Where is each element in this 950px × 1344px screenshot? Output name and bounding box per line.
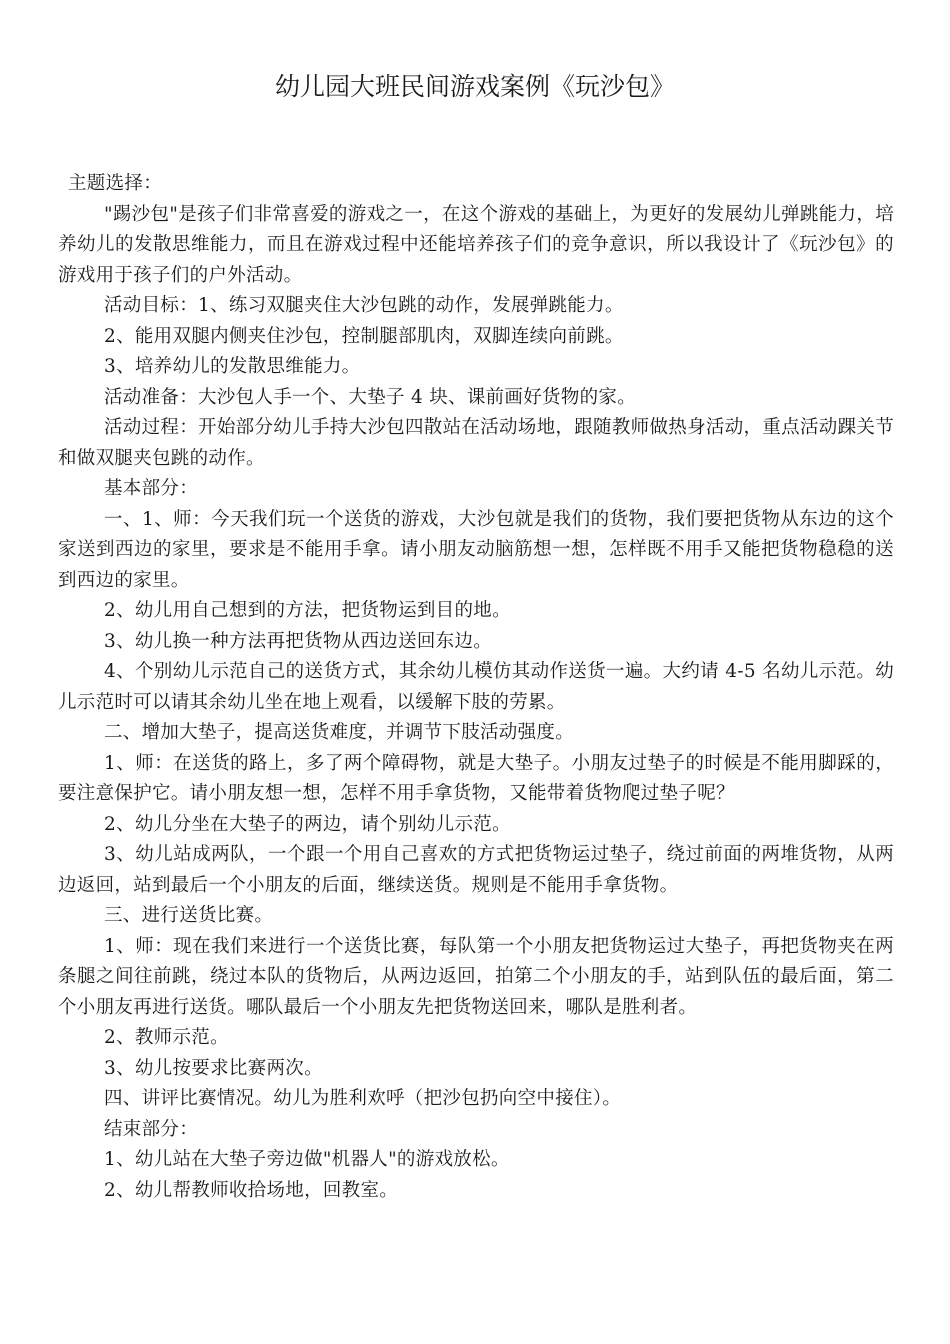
paragraph-ending-step1: 1、幼儿站在大垫子旁边做"机器人"的游戏放松。 <box>104 1149 510 1170</box>
section-heading-ending: 结束部分： <box>104 1118 199 1140</box>
document-title: 幼儿园大班民间游戏案例《玩沙包》 <box>274 72 675 101</box>
paragraph-part2-step1: 1、师：在送货的路上，多了两个障碍物，就是大垫子。小朋友过垫子的时候是不能用脚踩的，要注意保护它。请小朋友想一想，怎样不用手拿货物，又能带着货物爬过垫子呢？ <box>58 752 894 804</box>
paragraph-part1-step1: 一、1、师：今天我们玩一个送货的游戏，大沙包就是我们的货物，我们要把货物从东边的这个家送到西边的家里，要求是不能用手拿。请小朋友动脑筋想一想，怎样既不用手又能把货物稳稳的送到西边的家里。 <box>58 508 894 591</box>
paragraph-part1-step4: 4、个别幼儿示范自己的送货方式，其余幼儿模仿其动作送货一遍。大约请 4-5 名幼儿示范。幼儿示范时可以请其余幼儿坐在地上观看，以缓解下肢的劳累。 <box>58 661 894 713</box>
paragraph-part1-step3: 3、幼儿换一种方法再把货物从西边送回东边。 <box>104 630 493 652</box>
paragraph-part3-step1: 1、师：现在我们来进行一个送货比赛，每队第一个小朋友把货物运过大垫子，再把货物夹在两条腿之间往前跳，绕过本队的货物后，从两边返回，拍第二个小朋友的手，站到队伍的最后面，第二个小朋友再进行送货。哪队最后一个小朋友先把货物送回来，哪队是胜利者。 <box>58 935 894 1018</box>
paragraph-part2-step3: 3、幼儿站成两队，一个跟一个用自己喜欢的方式把货物运过垫子，绕过前面的两堆货物，从两边返回，站到最后一个小朋友的后面，继续送货。规则是不能用手拿货物。 <box>58 844 894 896</box>
paragraph-part4: 四、讲评比赛情况。幼儿为胜利欢呼（把沙包扔向空中接住）。 <box>104 1088 622 1109</box>
paragraph-preparation: 活动准备：大沙包人手一个、大垫子 4 块、课前画好货物的家。 <box>104 386 637 408</box>
document-body <box>58 169 894 1206</box>
paragraph-goal-3: 3、培养幼儿的发散思维能力。 <box>104 356 361 377</box>
paragraph-intro: "踢沙包"是孩子们非常喜爱的游戏之一，在这个游戏的基础上，为更好的发展幼儿弹跳能力，培养幼儿的发散思维能力，而且在游戏过程中还能培养孩子们的竞争意识，所以我设计了《玩沙包》的游戏用于孩子们的户外活动。 <box>58 203 894 286</box>
paragraph-part3-heading: 三、进行送货比赛。 <box>104 905 274 926</box>
paragraph-ending-step2: 2、幼儿帮教师收拾场地，回教室。 <box>104 1179 399 1201</box>
paragraph-goal-1: 活动目标：1、练习双腿夹住大沙包跳的动作，发展弹跳能力。 <box>104 295 624 316</box>
paragraph-part2-heading: 二、增加大垫子，提高送货难度，并调节下肢活动强度。 <box>104 722 575 743</box>
section-heading-topic: 主题选择： <box>68 173 163 194</box>
paragraph-part1-step2: 2、幼儿用自己想到的方法，把货物运到目的地。 <box>104 600 511 621</box>
paragraph-part2-step2: 2、幼儿分坐在大垫子的两边，请个别幼儿示范。 <box>104 813 511 835</box>
section-heading-basic: 基本部分： <box>104 478 199 499</box>
paragraph-process: 活动过程：开始部分幼儿手持大沙包四散站在活动场地，跟随教师做热身活动，重点活动踝关节和做双腿夹包跳的动作。 <box>58 417 894 469</box>
paragraph-part3-step3: 3、幼儿按要求比赛两次。 <box>104 1057 323 1079</box>
paragraph-part3-step2: 2、教师示范。 <box>104 1027 229 1048</box>
paragraph-goal-2: 2、能用双腿内侧夹住沙包，控制腿部肌肉，双脚连续向前跳。 <box>104 325 624 347</box>
